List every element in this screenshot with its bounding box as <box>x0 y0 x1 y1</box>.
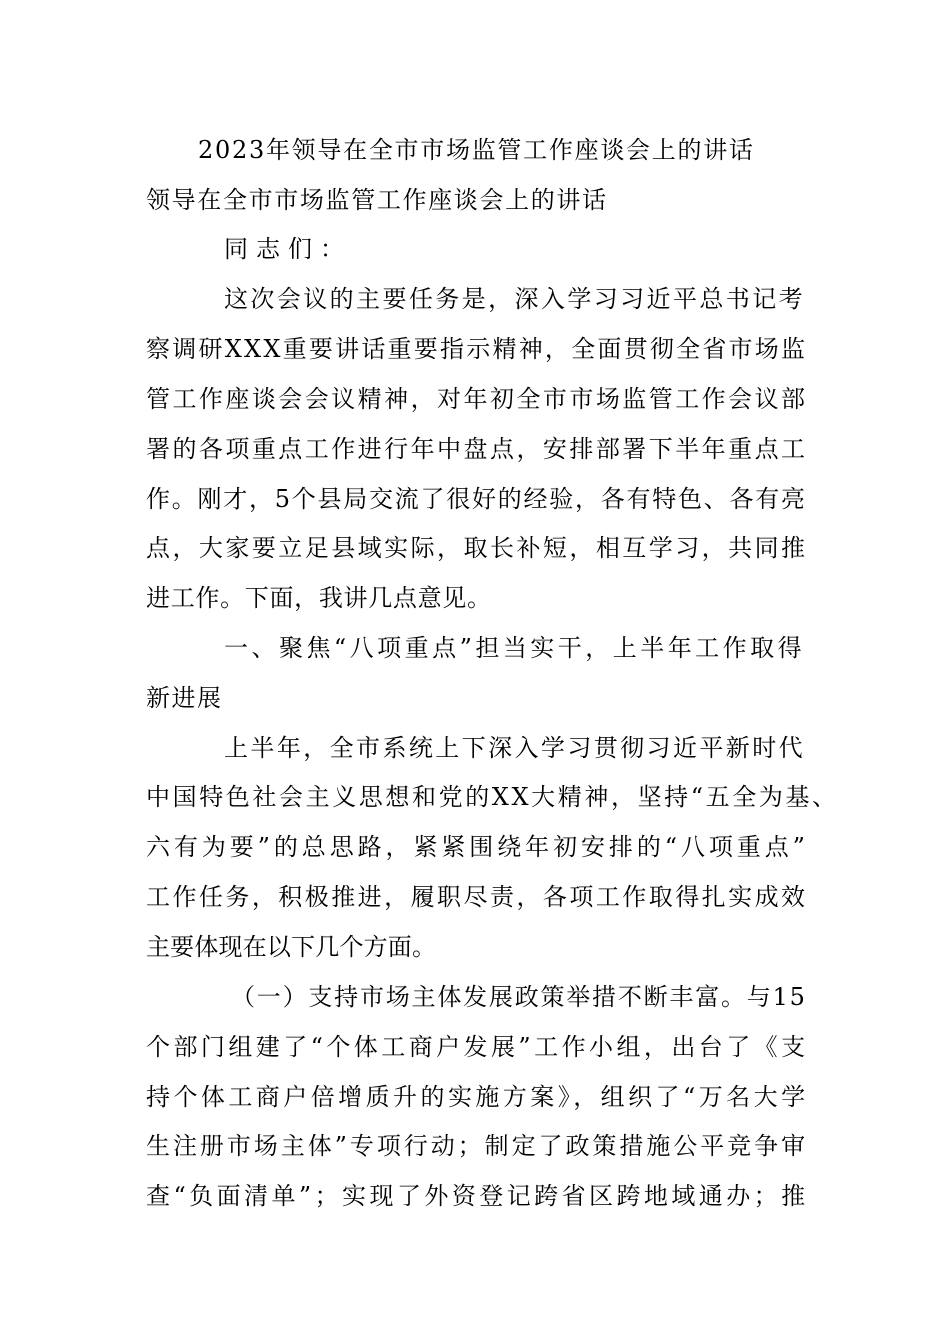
section-heading-line: 一、聚焦“八项重点”担当实干，上半年工作取得 <box>224 634 806 662</box>
paragraph-1-line: 署的各项重点工作进行年中盘点，安排部署下半年重点工 <box>146 435 808 463</box>
paragraph-3-line: 查“负面清单”；实现了外资登记跨省区跨地域通办；推 <box>146 1182 809 1210</box>
paragraph-2-line: 工作任务，积极推进，履职尽责，各项工作取得扎实成效 <box>146 883 808 911</box>
paragraph-1-line: 进工作。下面，我讲几点意见。 <box>146 584 492 612</box>
salutation: 同志们： <box>224 235 352 263</box>
paragraph-2-line: 上半年，全市系统上下深入学习贯彻习近平新时代 <box>224 734 806 762</box>
document-subtitle: 领导在全市市场监管工作座谈会上的讲话 <box>146 186 608 214</box>
section-heading-line: 新进展 <box>146 684 223 712</box>
paragraph-1-line: 这次会议的主要任务是，深入学习习近平总书记考 <box>224 285 806 313</box>
document-title: 2023年领导在全市市场监管工作座谈会上的讲话 <box>198 136 755 164</box>
paragraph-3-line: 个部门组建了“个体工商户发展”工作小组，出台了《支 <box>146 1033 809 1061</box>
paragraph-2-line: 中国特色社会主义思想和党的XX大精神，坚持“五全为基、 <box>146 783 839 811</box>
paragraph-2-line: 六有为要”的总思路，紧紧围绕年初安排的“八项重点” <box>146 833 809 861</box>
paragraph-1-line: 管工作座谈会会议精神，对年初全市市场监管工作会议部 <box>146 385 808 413</box>
paragraph-3-line: 持个体工商户倍增质升的实施方案》，组织了“万名大学 <box>146 1083 809 1111</box>
paragraph-1-line: 作。刚才，5个县局交流了很好的经验，各有特色、各有亮 <box>146 485 807 513</box>
paragraph-1-line: 察调研XXX重要讲话重要指示精神，全面贯彻全省市场监 <box>146 335 808 363</box>
paragraph-3-line: （一）支持市场主体发展政策举措不断丰富。与15 <box>231 983 807 1011</box>
paragraph-3-line: 生注册市场主体”专项行动；制定了政策措施公平竞争审 <box>146 1132 809 1160</box>
paragraph-2-line: 主要体现在以下几个方面。 <box>146 933 437 961</box>
paragraph-1-line: 点，大家要立足县域实际，取长补短，相互学习，共同推 <box>146 534 808 562</box>
